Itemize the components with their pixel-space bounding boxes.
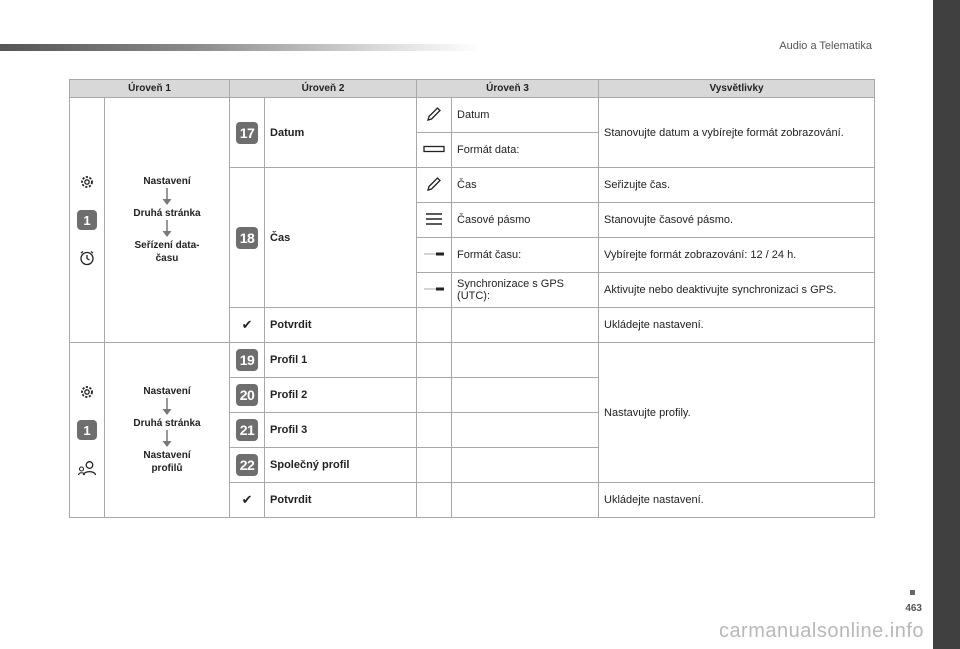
empty-cell [452, 448, 599, 483]
arrow-down-icon [161, 220, 173, 239]
toggle-icon [423, 250, 445, 258]
level3-label: Datum [452, 98, 599, 133]
empty-cell [452, 378, 599, 413]
empty-cell [417, 308, 452, 343]
strip-icon [423, 144, 445, 154]
list-icon [425, 212, 443, 226]
empty-cell [452, 343, 599, 378]
level3-label: Formát data: [452, 133, 599, 168]
level1-number-badge: 1 [77, 420, 97, 440]
empty-cell [452, 413, 599, 448]
level3-label: Čas [452, 168, 599, 203]
toggle-icon [423, 285, 445, 293]
confirm-icon-cell [230, 483, 265, 518]
level2-label-profile: Společný profil [265, 448, 417, 483]
checkmark-icon: ✔ [241, 317, 253, 332]
level2-number [230, 378, 265, 413]
page-marker [910, 590, 915, 595]
level2-label-profile: Profil 3 [265, 413, 417, 448]
number-badge: 18 [236, 227, 258, 249]
empty-cell [417, 448, 452, 483]
level3-label: Časové pásmo [452, 203, 599, 238]
confirm-label: Potvrdit [265, 483, 417, 518]
number-badge: 21 [236, 419, 258, 441]
number-badge: 22 [236, 454, 258, 476]
menu-table [69, 79, 875, 518]
menu-item-second-page: Druhá stránka [133, 418, 201, 429]
level3-icon-cell [417, 133, 452, 168]
level2-number [230, 343, 265, 378]
level2-label-profile: Profil 1 [265, 343, 417, 378]
level1-menu-path [105, 98, 230, 343]
menu-item-date-time: Seřízení data-času [134, 240, 200, 264]
level3-icon-cell [417, 273, 452, 308]
col-header-explanation: Vysvětlivky [599, 80, 875, 98]
menu-item-profiles: Nastavení profilů [143, 450, 191, 474]
number-badge: 19 [236, 349, 258, 371]
col-header-level2: Úroveň 2 [230, 80, 417, 98]
profile-icon [78, 459, 96, 477]
page-number: 463 [905, 603, 922, 614]
level3-icon-cell [417, 203, 452, 238]
empty-cell [417, 343, 452, 378]
confirm-label: Potvrdit [265, 308, 417, 343]
pencil-icon [426, 176, 442, 192]
level2-number [230, 168, 265, 308]
explanation-cell: Stanovujte časové pásmo. [599, 203, 875, 238]
col-header-level3: Úroveň 3 [417, 80, 599, 98]
col-header-level1: Úroveň 1 [70, 80, 230, 98]
level3-label: Formát času: [452, 238, 599, 273]
pencil-icon [426, 106, 442, 122]
watermark: carmanualsonline.info [718, 620, 924, 642]
table-row [70, 98, 875, 133]
level1-icons [70, 98, 105, 343]
level2-label-date: Datum [265, 98, 417, 168]
number-badge: 20 [236, 384, 258, 406]
level1-menu-path [105, 343, 230, 518]
menu-item-settings: Nastavení [143, 386, 191, 397]
explanation-cell: Ukládejte nastavení. [599, 483, 875, 518]
explanation-cell: Vybírejte formát zobrazování: 12 / 24 h. [599, 238, 875, 273]
level2-label-time: Čas [265, 168, 417, 308]
level3-icon-cell [417, 98, 452, 133]
gear-icon [78, 173, 96, 191]
level3-icon-cell [417, 168, 452, 203]
level2-label-profile: Profil 2 [265, 378, 417, 413]
empty-cell [417, 413, 452, 448]
empty-cell [452, 483, 599, 518]
explanation-cell: Stanovujte datum a vybírejte formát zobrazování. [599, 98, 875, 168]
explanation-cell: Aktivujte nebo deaktivujte synchronizaci s GPS. [599, 273, 875, 308]
explanation-cell: Ukládejte nastavení. [599, 308, 875, 343]
explanation-cell: Nastavujte profily. [599, 343, 875, 483]
level2-number [230, 413, 265, 448]
menu-item-settings: Nastavení [143, 176, 191, 187]
level1-number-badge: 1 [77, 210, 97, 230]
table-header-row [70, 80, 875, 98]
gear-icon [78, 383, 96, 401]
level2-number [230, 448, 265, 483]
clock-icon [78, 249, 96, 267]
level1-icons [70, 343, 105, 518]
header-title: Audio a Telematika [779, 40, 872, 52]
empty-cell [452, 308, 599, 343]
arrow-down-icon [161, 398, 173, 417]
arrow-down-icon [161, 430, 173, 449]
menu-item-second-page: Druhá stránka [133, 208, 201, 219]
level3-icon-cell [417, 238, 452, 273]
confirm-icon-cell [230, 308, 265, 343]
checkmark-icon: ✔ [241, 492, 253, 507]
header-gradient-bar [0, 44, 480, 51]
arrow-down-icon [161, 188, 173, 207]
empty-cell [417, 378, 452, 413]
empty-cell [417, 483, 452, 518]
explanation-cell: Seřizujte čas. [599, 168, 875, 203]
table-row [70, 343, 875, 378]
side-strip [933, 0, 960, 649]
level2-number [230, 98, 265, 168]
level3-label: Synchronizace s GPS (UTC): [452, 273, 599, 308]
number-badge: 17 [236, 122, 258, 144]
